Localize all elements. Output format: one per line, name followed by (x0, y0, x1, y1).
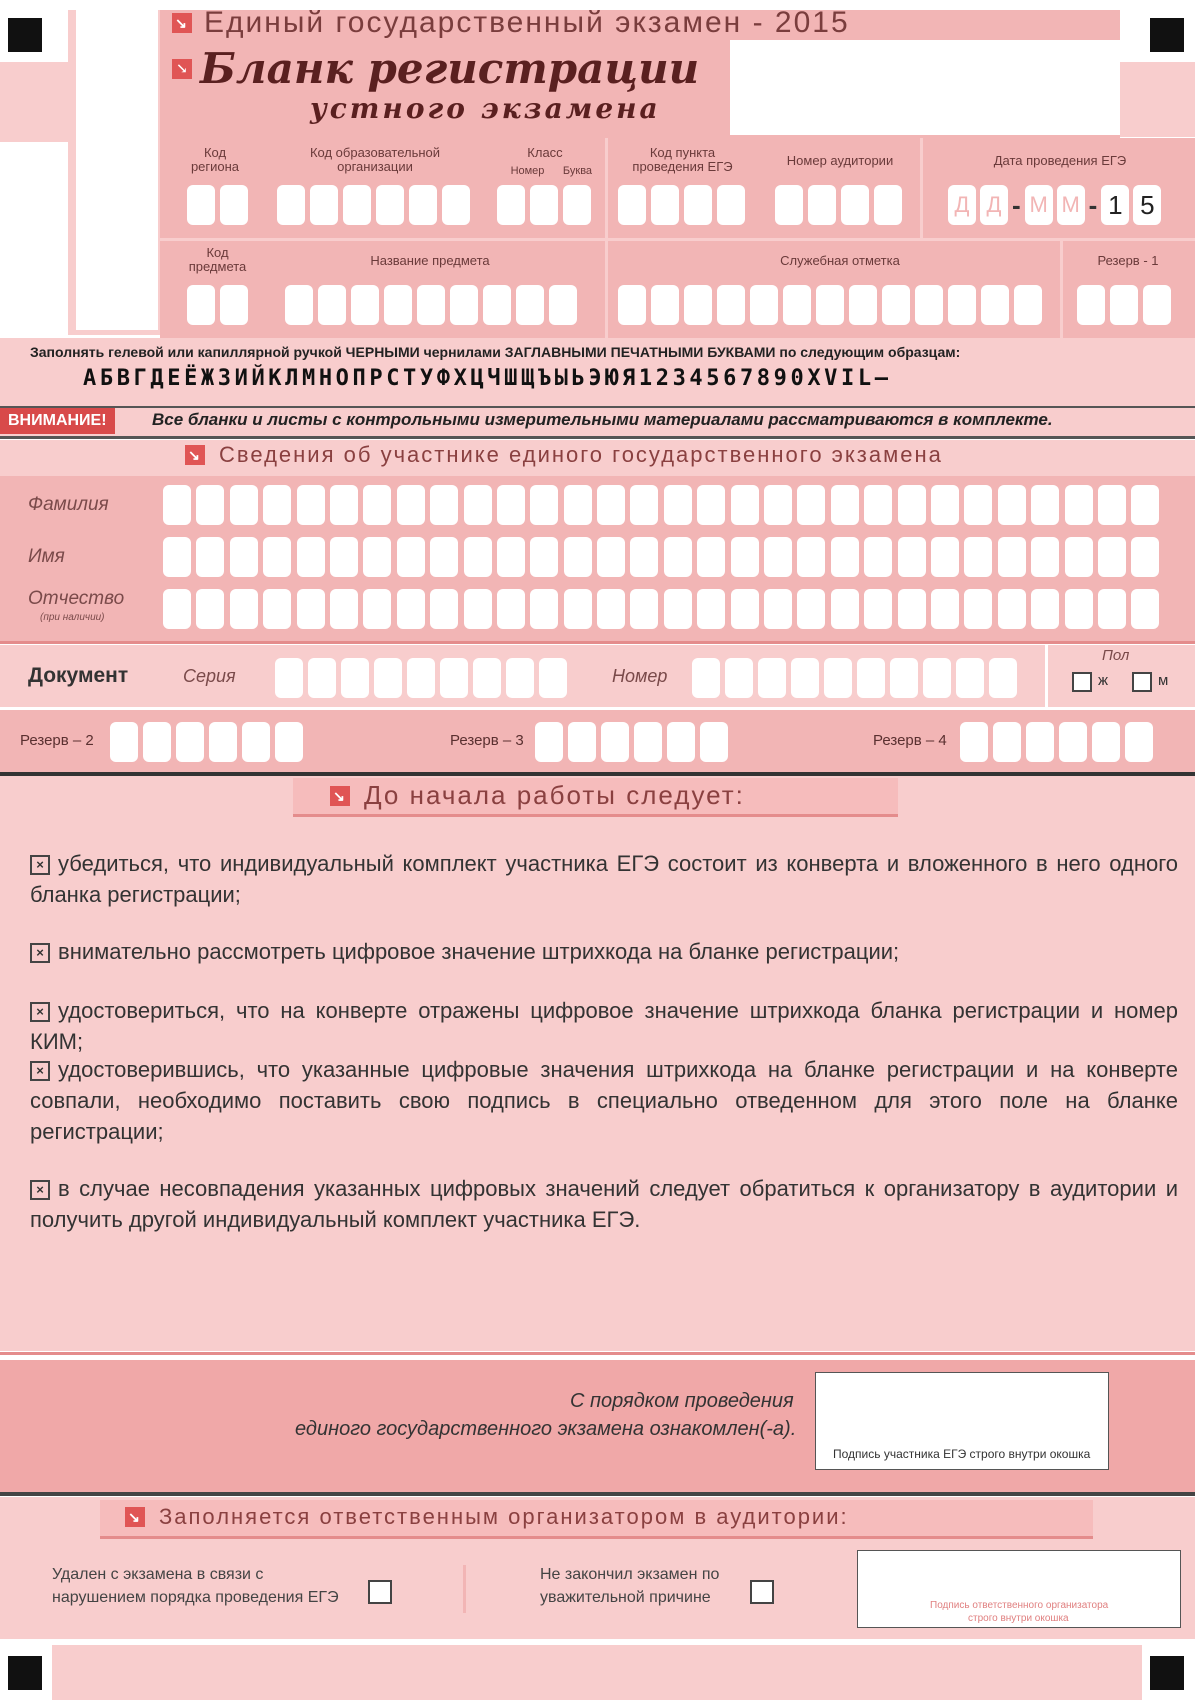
removed-label-line1: Удален с экзамена в связи с (52, 1566, 264, 1583)
patronymic-cells[interactable] (163, 589, 1159, 629)
arrow-icon: ↘ (125, 1507, 145, 1527)
series-label: Серия (183, 666, 236, 686)
exam-date-label: Дата проведения ЕГЭ (993, 153, 1127, 168)
name-label: Имя (28, 546, 65, 567)
corner-marker-top-right (1150, 18, 1184, 52)
reserve1-cells[interactable] (1077, 285, 1171, 325)
before-start-title: ↘ До начала работы следует: (330, 780, 745, 811)
document-label: Документ (28, 664, 129, 687)
subject-name-cells[interactable] (285, 285, 577, 325)
gender-male-checkbox[interactable] (1132, 672, 1152, 692)
gender-female-label: ж (1098, 672, 1109, 689)
instruction-item: × в случае несовпадения указанных цифровых значений следует обратиться к организатору в аудитории и получить другой индивидуальный комплект участника ЕГЭ. (30, 1176, 1178, 1232)
signature-text-line1: С порядком проведения (570, 1390, 794, 1412)
name-cells[interactable] (163, 537, 1159, 577)
class-cells[interactable] (497, 185, 591, 225)
region-code-label: Код региона (190, 145, 240, 174)
removed-checkbox[interactable] (368, 1580, 392, 1604)
participant-section-title: ↘ Сведения об участнике единого государственного экзамена (185, 442, 943, 468)
reserve2-cells[interactable] (110, 722, 303, 762)
instruction-item: × убедиться, что индивидуальный комплект участника ЕГЭ состоит из конверта и вложенного в него одного бланка регистрации; (30, 851, 1178, 907)
subject-name-label: Название предмета (370, 253, 490, 268)
class-number-label: Номер (510, 165, 545, 177)
instruction-item: × удостовериться, что на конверте отражены цифровое значение штрихкода бланка регистрации и номер КИМ; (30, 998, 1178, 1054)
reserve4-label: Резерв – 4 (873, 732, 947, 749)
class-label: Класс (527, 145, 563, 160)
organizer-signature-caption2: строго внутри окошка (968, 1613, 1069, 1624)
unfinished-checkbox[interactable] (750, 1580, 774, 1604)
number-cells[interactable] (692, 658, 1017, 698)
surname-cells[interactable] (163, 485, 1159, 525)
region-code-cells[interactable] (187, 185, 248, 225)
series-cells[interactable] (275, 658, 567, 698)
class-letter-label: Буква (562, 165, 593, 177)
checked-box-icon: × (30, 855, 50, 875)
service-mark-label: Служебная отметка (780, 253, 900, 268)
service-mark-cells[interactable] (618, 285, 1042, 325)
arrow-icon: ↘ (185, 445, 205, 465)
unfinished-label-line2: уважительной причине (540, 1589, 711, 1606)
reserve4-cells[interactable] (960, 722, 1153, 762)
instruction-item: × внимательно рассмотреть цифровое значение штрихкода на бланке регистрации; (30, 936, 1178, 967)
corner-marker-bottom-left (8, 1656, 42, 1690)
reserve3-cells[interactable] (535, 722, 728, 762)
patronymic-label: Отчество (28, 588, 125, 609)
org-code-label: Код образовательной организации (309, 145, 441, 174)
exam-date-cells[interactable]: Д Д - М М - 1 5 (948, 185, 1161, 225)
fill-instructions: Заполнять гелевой или капиллярной ручкой ЧЕРНЫМИ чернилами ЗАГЛАВНЫМИ ПЕЧАТНЫМИ БУКВАМИ по следующим образцам: (30, 344, 961, 360)
unfinished-label-line1: Не закончил экзамен по (540, 1566, 720, 1583)
gender-female-checkbox[interactable] (1072, 672, 1092, 692)
checked-box-icon: × (30, 1061, 50, 1081)
auditorium-label: Номер аудитории (786, 153, 894, 168)
subject-code-cells[interactable] (187, 285, 248, 325)
attention-label: ВНИМАНИЕ! (0, 408, 115, 434)
organizer-signature-caption1: Подпись ответственного организатора (930, 1600, 1109, 1611)
reserve3-label: Резерв – 3 (450, 732, 524, 749)
number-label: Номер (612, 666, 668, 686)
reserve2-label: Резерв – 2 (20, 732, 94, 749)
corner-marker-bottom-right (1150, 1656, 1184, 1690)
checked-box-icon: × (30, 1002, 50, 1022)
corner-marker-top-left (8, 18, 42, 52)
auditorium-cells[interactable] (775, 185, 902, 225)
bottom-strip (52, 1645, 1142, 1700)
exam-title: ↘ Единый государственный экзамен - 2015 (172, 6, 850, 40)
attention-text: Все бланки и листы с контрольными измерительными материалами рассматриваются в комплекте. (152, 410, 1053, 429)
gender-label: Пол (1102, 647, 1130, 664)
gender-male-label: м (1158, 672, 1169, 689)
sample-characters: АБВГДЕЁЖЗИЙКЛМНОПРСТУФХЦЧШЩЪЫЬЭЮЯ1234567890XVIL– (83, 366, 892, 391)
form-subtitle: устного экзамена (310, 92, 661, 125)
point-code-cells[interactable] (618, 185, 745, 225)
checked-box-icon: × (30, 943, 50, 963)
reserve1-label: Резерв - 1 (1097, 253, 1159, 268)
removed-label-line2: нарушением порядка проведения ЕГЭ (52, 1589, 339, 1606)
surname-label: Фамилия (28, 494, 109, 515)
patronymic-note: (при наличии) (40, 612, 105, 623)
signature-text-line2: единого государственного экзамена ознакомлен(-а). (295, 1418, 797, 1440)
arrow-icon: ↘ (172, 59, 192, 79)
point-code-label: Код пункта проведения ЕГЭ (632, 145, 733, 174)
participant-signature-caption: Подпись участника ЕГЭ строго внутри окошка (833, 1447, 1091, 1461)
instruction-item: × удостоверившись, что указанные цифровые значения штрихкода на бланке регистрации и на конверте совпали, необходимо поставить свою подпись в специально отведенном для этого поле на бланке регистрации; (30, 1057, 1178, 1144)
organizer-section-title: ↘ Заполняется ответственным организатором в аудитории: (125, 1504, 849, 1530)
arrow-icon: ↘ (330, 786, 350, 806)
subject-code-label: Код предмета (188, 245, 247, 274)
checked-box-icon: × (30, 1180, 50, 1200)
form-title: ↘ Бланк регистрации (172, 44, 699, 93)
arrow-icon: ↘ (172, 13, 192, 33)
org-code-cells[interactable] (277, 185, 470, 225)
